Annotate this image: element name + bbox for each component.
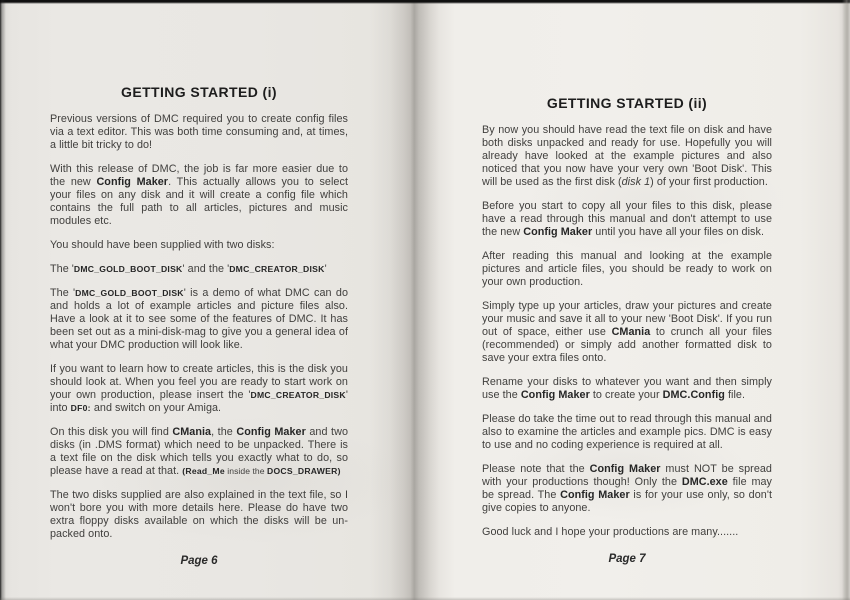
page-number: Page 7 bbox=[608, 553, 646, 565]
paragraph bbox=[482, 250, 772, 289]
text-run: Config Maker bbox=[96, 176, 169, 188]
paragraph bbox=[50, 263, 348, 276]
text-run: Good luck and I hope your productions are many....... bbox=[482, 526, 739, 538]
manual-page-6 bbox=[50, 84, 348, 567]
text-run: Please do take the time out to read through this manual and also to examine the articles and example pics. DMC is easy to use and no coding experience is required at all. bbox=[482, 413, 772, 451]
paragraph bbox=[482, 200, 772, 239]
text-run: Config Maker bbox=[523, 226, 593, 238]
text-run: and switch on your Amiga. bbox=[90, 402, 222, 414]
text-run: After reading this manual and looking at the example pictures and article files, you should be ready to work on your own production. bbox=[482, 250, 772, 288]
paragraph bbox=[482, 300, 772, 365]
text-run: By now you should have read the text file on disk and have both disks unpacked and ready for use. Hopefully you will already have looked at the example pictures and also noticed that you now have your very own 'Boot Disk'. This will be used as the first disk ( bbox=[482, 124, 772, 188]
paragraph bbox=[50, 163, 348, 228]
text-run: disk 1 bbox=[621, 176, 651, 188]
text-run: DMC_GOLD_BOOT_DISK bbox=[75, 288, 184, 298]
text-run: ' is a demo of what DMC can do and holds a lot of example articles and picture files also. Have a look at it to see some of the features of DMC. It has been set out as a mini-disk-mag to give you a general idea of what your DMC production will look like. bbox=[50, 287, 348, 351]
text-run: Rename your disks to whatever you want and then simply use the bbox=[482, 376, 772, 401]
text-run: DMC.exe bbox=[681, 476, 728, 488]
paragraph bbox=[482, 124, 772, 189]
paragraph bbox=[50, 113, 348, 152]
page-heading: GETTING STARTED (i) bbox=[121, 84, 277, 100]
page-fold-shadow bbox=[390, 0, 448, 600]
text-run: and two disks (in .DMS format) which need to be unpacked. There is a text file on the disk which tells you exactly what to do, so please have a read at that. bbox=[50, 426, 349, 477]
text-run: The ' bbox=[50, 287, 76, 299]
paragraph bbox=[50, 489, 348, 541]
page-body bbox=[482, 124, 772, 539]
text-run: CMania bbox=[172, 426, 212, 438]
text-run: You should have been supplied with two disks: bbox=[50, 239, 275, 251]
text-run: DOCS_DRAWER) bbox=[267, 466, 341, 476]
text-run: CMania bbox=[611, 326, 651, 338]
text-run: DMC_CREATOR_DISK bbox=[250, 390, 346, 400]
scan-edge-top bbox=[0, 0, 850, 4]
paragraph bbox=[50, 426, 348, 478]
text-run: Config Maker bbox=[236, 426, 306, 438]
text-run: is for your use only, so don't give copies to anyone. bbox=[482, 489, 772, 514]
manual-page-7 bbox=[482, 95, 772, 565]
text-run: The two disks supplied are also explained in the text file, so I won't bore you with more details here. Please do have two extra floppy disks available on which the disks will be un-packed onto. bbox=[50, 489, 348, 540]
paragraph bbox=[50, 287, 348, 352]
text-run: Simply type up your articles, draw your pictures and create your music and save it all to your new 'Boot Disk'. If you run out of space, either use bbox=[482, 300, 772, 338]
text-run: ' and the ' bbox=[182, 263, 230, 275]
paragraph bbox=[482, 413, 772, 452]
text-run: (Read_Me bbox=[182, 466, 225, 476]
text-run: inside the bbox=[224, 466, 268, 476]
paragraph bbox=[482, 463, 772, 515]
page-heading: GETTING STARTED (ii) bbox=[546, 95, 708, 111]
text-run: file may be spread. The bbox=[482, 476, 772, 501]
paragraph bbox=[50, 363, 348, 415]
text-run: If you want to learn how to create articles, this is the disk you should look at. When you feel you are ready to start work on your own production, please insert the ' bbox=[50, 363, 348, 401]
scan-edge-left bbox=[0, 0, 6, 600]
text-run: Config Maker bbox=[560, 489, 630, 501]
text-run: must NOT be spread with your productions though! Only the bbox=[482, 463, 772, 488]
text-run: , the bbox=[211, 426, 237, 438]
text-run: file. bbox=[724, 389, 746, 401]
text-run: ' into bbox=[50, 389, 348, 414]
text-run: until you have all your files on disk. bbox=[592, 226, 765, 238]
text-run: Config Maker bbox=[520, 389, 590, 401]
text-run: On this disk you will find bbox=[50, 426, 173, 438]
text-run: DMC.Config bbox=[662, 389, 725, 401]
text-run: With this release of DMC, the job is far more easier due to the new bbox=[50, 163, 348, 188]
text-run: Please note that the bbox=[482, 463, 590, 475]
text-run: DF0: bbox=[70, 403, 91, 413]
text-run: Before you start to copy all your files to this disk, please have a read through this manual and don't attempt to use the new bbox=[482, 200, 772, 238]
page-body bbox=[50, 113, 348, 541]
paragraph bbox=[482, 526, 772, 539]
text-run: Previous versions of DMC required you to create config files via a text editor. This was both time consuming and, at times, a little bit tricky to do! bbox=[50, 113, 348, 151]
text-run: DMC_GOLD_BOOT_DISK bbox=[73, 264, 183, 274]
text-run: ) of your first production. bbox=[650, 176, 768, 188]
scan-edge-right bbox=[842, 0, 850, 600]
text-run: Config Maker bbox=[589, 463, 661, 475]
text-run: ' bbox=[324, 263, 327, 275]
paragraph bbox=[50, 239, 348, 252]
text-run: to create your bbox=[589, 389, 663, 401]
page-number: Page 6 bbox=[180, 555, 218, 567]
text-run: to crunch all your files (recommended) or simply add another formatted disk to save your extra files onto. bbox=[482, 326, 772, 364]
text-run: The ' bbox=[50, 263, 74, 275]
paragraph bbox=[482, 376, 772, 402]
text-run: . This actually allows you to select your files on any disk and it will create a config file which contains the full path to all articles, pictures and music modules etc. bbox=[50, 176, 348, 227]
text-run: DMC_CREATOR_DISK bbox=[229, 264, 325, 274]
